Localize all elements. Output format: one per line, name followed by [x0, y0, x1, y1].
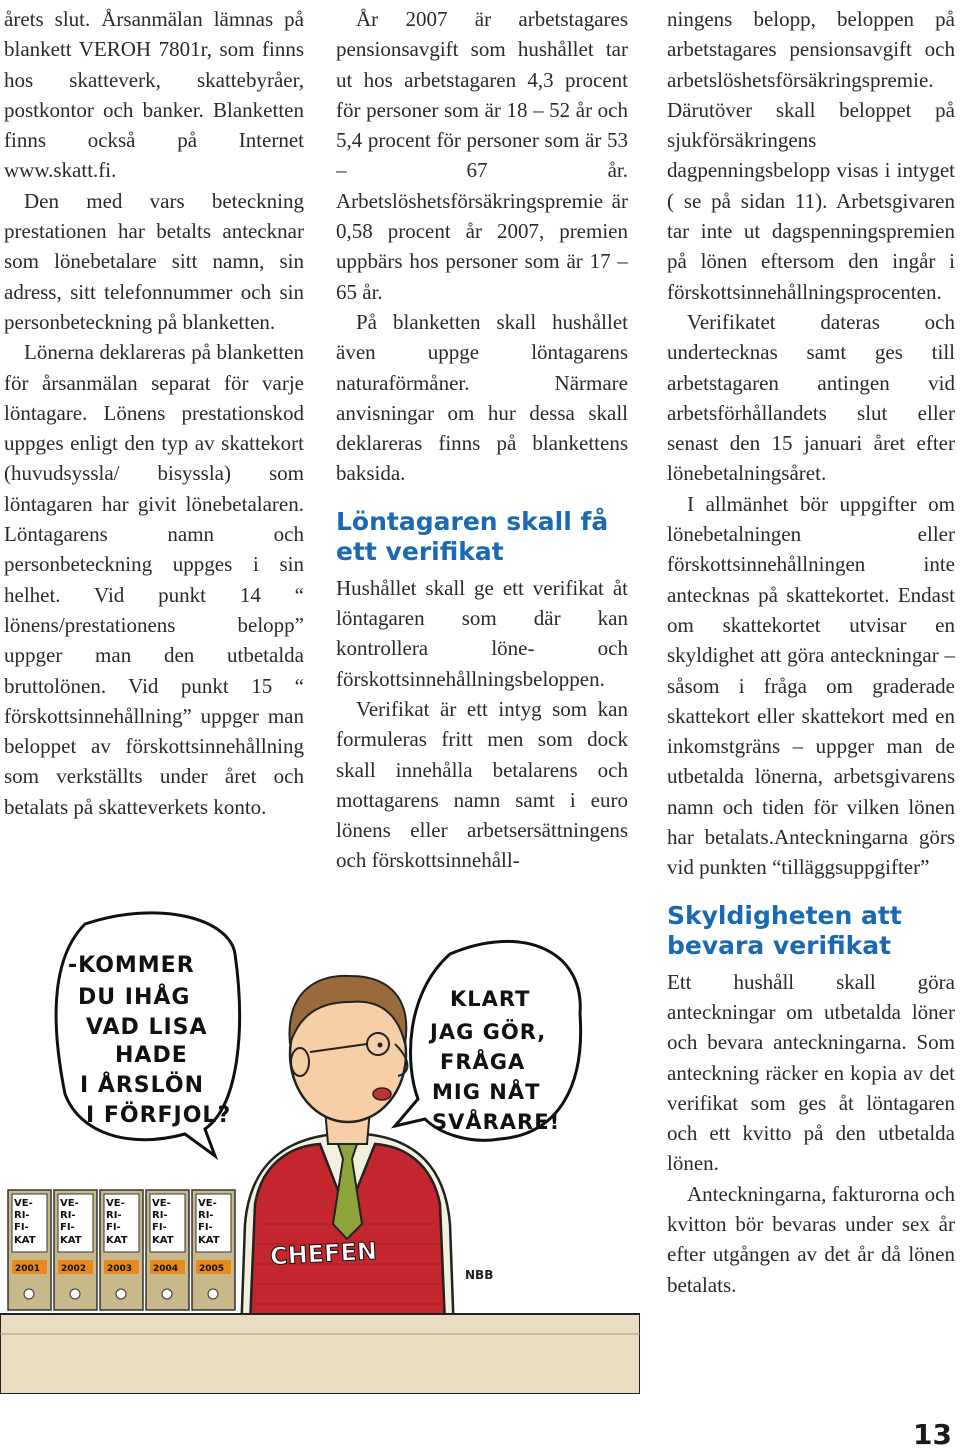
paragraph: Hushållet skall ge ett verifikat åt löntagaren som där kan kontrollera löne- och förskottsinnehållningsbeloppen. [336, 575, 628, 691]
binder-year: 2004 [153, 1264, 179, 1274]
bubble-line: HADE [115, 1043, 188, 1068]
paragraph: Verifikat är ett intyg som kan formuleras fritt men som dock skall innehålla betalarens och mottagarens namn samt i euro lönens eller arbetsersättningens och förskottsinnehåll- [336, 696, 628, 873]
artist-signature: NBB [465, 1268, 494, 1282]
bubble-line: JAG GÖR, [430, 1020, 547, 1044]
svg-text:VE- RI- FI-: VE- RI- FI- KAT [60, 1198, 82, 1246]
verifikat-binders [8, 1190, 235, 1310]
shirt-label: CHEFEN [269, 1237, 378, 1271]
text-column-1 [4, 4, 304, 822]
binder-year: 2005 [199, 1264, 225, 1274]
binder-year: 2002 [61, 1264, 87, 1274]
paragraph: Verifikatet dateras och undertecknas samt ges till arbetstagaren antingen vid arbetsförhållandets slut eller senast den 15 januari året efter lönebetalningsåret. [667, 309, 955, 486]
binder-year: 2001 [15, 1264, 41, 1274]
section-heading: Skyldigheten att bevara verifikat [667, 900, 902, 960]
text-column-3 [667, 4, 955, 1300]
bubble-line: MIG NÅT [432, 1080, 541, 1104]
paragraph: årets slut. Årsanmälan lämnas på blankett VEROH 7801r, som finns hos skatteverk, skattebyråer, postkontor och banker. Blanketten finns också på Internet www.skatt.fi. [4, 7, 304, 183]
bubble-line: VAD LISA [86, 1015, 208, 1040]
text-column-2 [336, 4, 628, 876]
page-number: 13 [913, 1418, 952, 1451]
bubble-line: I FÖRFJOL? [86, 1103, 232, 1128]
bubble-line: -KOMMER [68, 953, 195, 978]
paragraph: I allmänhet bör uppgifter om lönebetalningen eller förskottsinnehållningen inte antecknas på skattekortet. Endast om skattekortet utvisar en skyldighet att göra anteckningar – såsom i fråga om graderade skattekort eller skattekort med en inkomstgräns – uppger man de utbetalda lönerna, arbetsgivarens namn och tiden för vilken lönen har betalats.Anteckningarna görs vid punkten “tilläggsuppgifter” [667, 491, 955, 880]
paragraph: Den med vars beteckning prestationen har betalts antecknar som lönebetalare sitt namn, sin adress, sitt telefonnummer och sin personbeteckning på blanketten. [4, 188, 304, 334]
svg-text:VE- RI- FI-: VE- RI- FI- KAT [198, 1198, 220, 1246]
paragraph: Anteckningarna, fakturorna och kvitton bör bevaras under sex år efter utgången av det år då lönen betalats. [667, 1181, 955, 1297]
svg-text:VE- RI- FI-: VE- RI- FI- KAT [14, 1198, 36, 1246]
bubble-line: SVÅRARE! [432, 1110, 561, 1134]
right-speech-bubble [395, 941, 581, 1140]
section-heading: Löntagaren skall få ett verifikat [336, 506, 609, 566]
binder [8, 1190, 51, 1310]
paragraph: Lönerna deklareras på blanketten för årsanmälan separat för varje löntagare. Lönens prestationskod uppges enligt den typ av skattekort (huvudsyssla/ bisyssla) som löntagaren har givit lönebetalaren. Löntagarens namn och personbeteckning uppges i sin helhet. Vid punkt 14 “ lönens/prestationens belopp” uppger man den utbetalda bruttolönen. Vid punkt 15 “ förskottsinnehållning” uppger man beloppet av förskottsinnehållning som verkställts under året och betalats på skatteverkets konto. [4, 340, 304, 819]
binder [100, 1190, 143, 1310]
bubble-line: FRÅGA [440, 1050, 526, 1074]
bubble-line: DU IHÅG [78, 985, 191, 1010]
binder [54, 1190, 97, 1310]
left-speech-bubble [56, 913, 239, 1156]
paragraph: Ett hushåll skall göra anteckningar om utbetalda löner och bevara anteckningarna. Som anteckning räcker en kopia av det verifikat som ges åt löntagaren och ett kvitto på den utbetalda lönen. [667, 969, 955, 1176]
binder [192, 1190, 235, 1310]
cartoon-illustration [0, 894, 640, 1394]
bubble-line: I ÅRSLÖN [80, 1073, 205, 1098]
svg-text:VE- RI- FI-: VE- RI- FI- KAT [152, 1198, 174, 1246]
bubble-line: KLART [450, 987, 531, 1011]
paragraph: ningens belopp, beloppen på arbetstagares pensionsavgift och arbetslöshetsförsäkringspremie. Därutöver skall beloppet på sjukförsäkringens dagpenningsbelopp visas i intyget ( se på sidan 11). Arbetsgivaren tar inte ut dagspenningspremien på lönen eftersom den ingår i förskottsinnehållningsprocenten. [667, 7, 955, 304]
binder [146, 1190, 189, 1310]
paragraph: På blanketten skall hushållet även uppge löntagarens naturaförmåner. Närmare anvisningar om hur dessa skall deklareras finns på blankettens baksida. [336, 309, 628, 486]
desk [0, 1314, 640, 1394]
svg-text:VE- RI- FI-: VE- RI- FI- KAT [106, 1198, 128, 1246]
binder-year: 2003 [107, 1264, 133, 1274]
paragraph: År 2007 är arbetstagares pensionsavgift som hushållet tar ut hos arbetstagaren 4,3 procent för personer som är 18 – 52 år och 5,4 procent för personer som är 53 – 67 år. Arbetslöshetsförsäkringspremie är 0,58 procent år 2007, premien uppbärs hos personer som är 17 – 65 år. [336, 7, 628, 304]
